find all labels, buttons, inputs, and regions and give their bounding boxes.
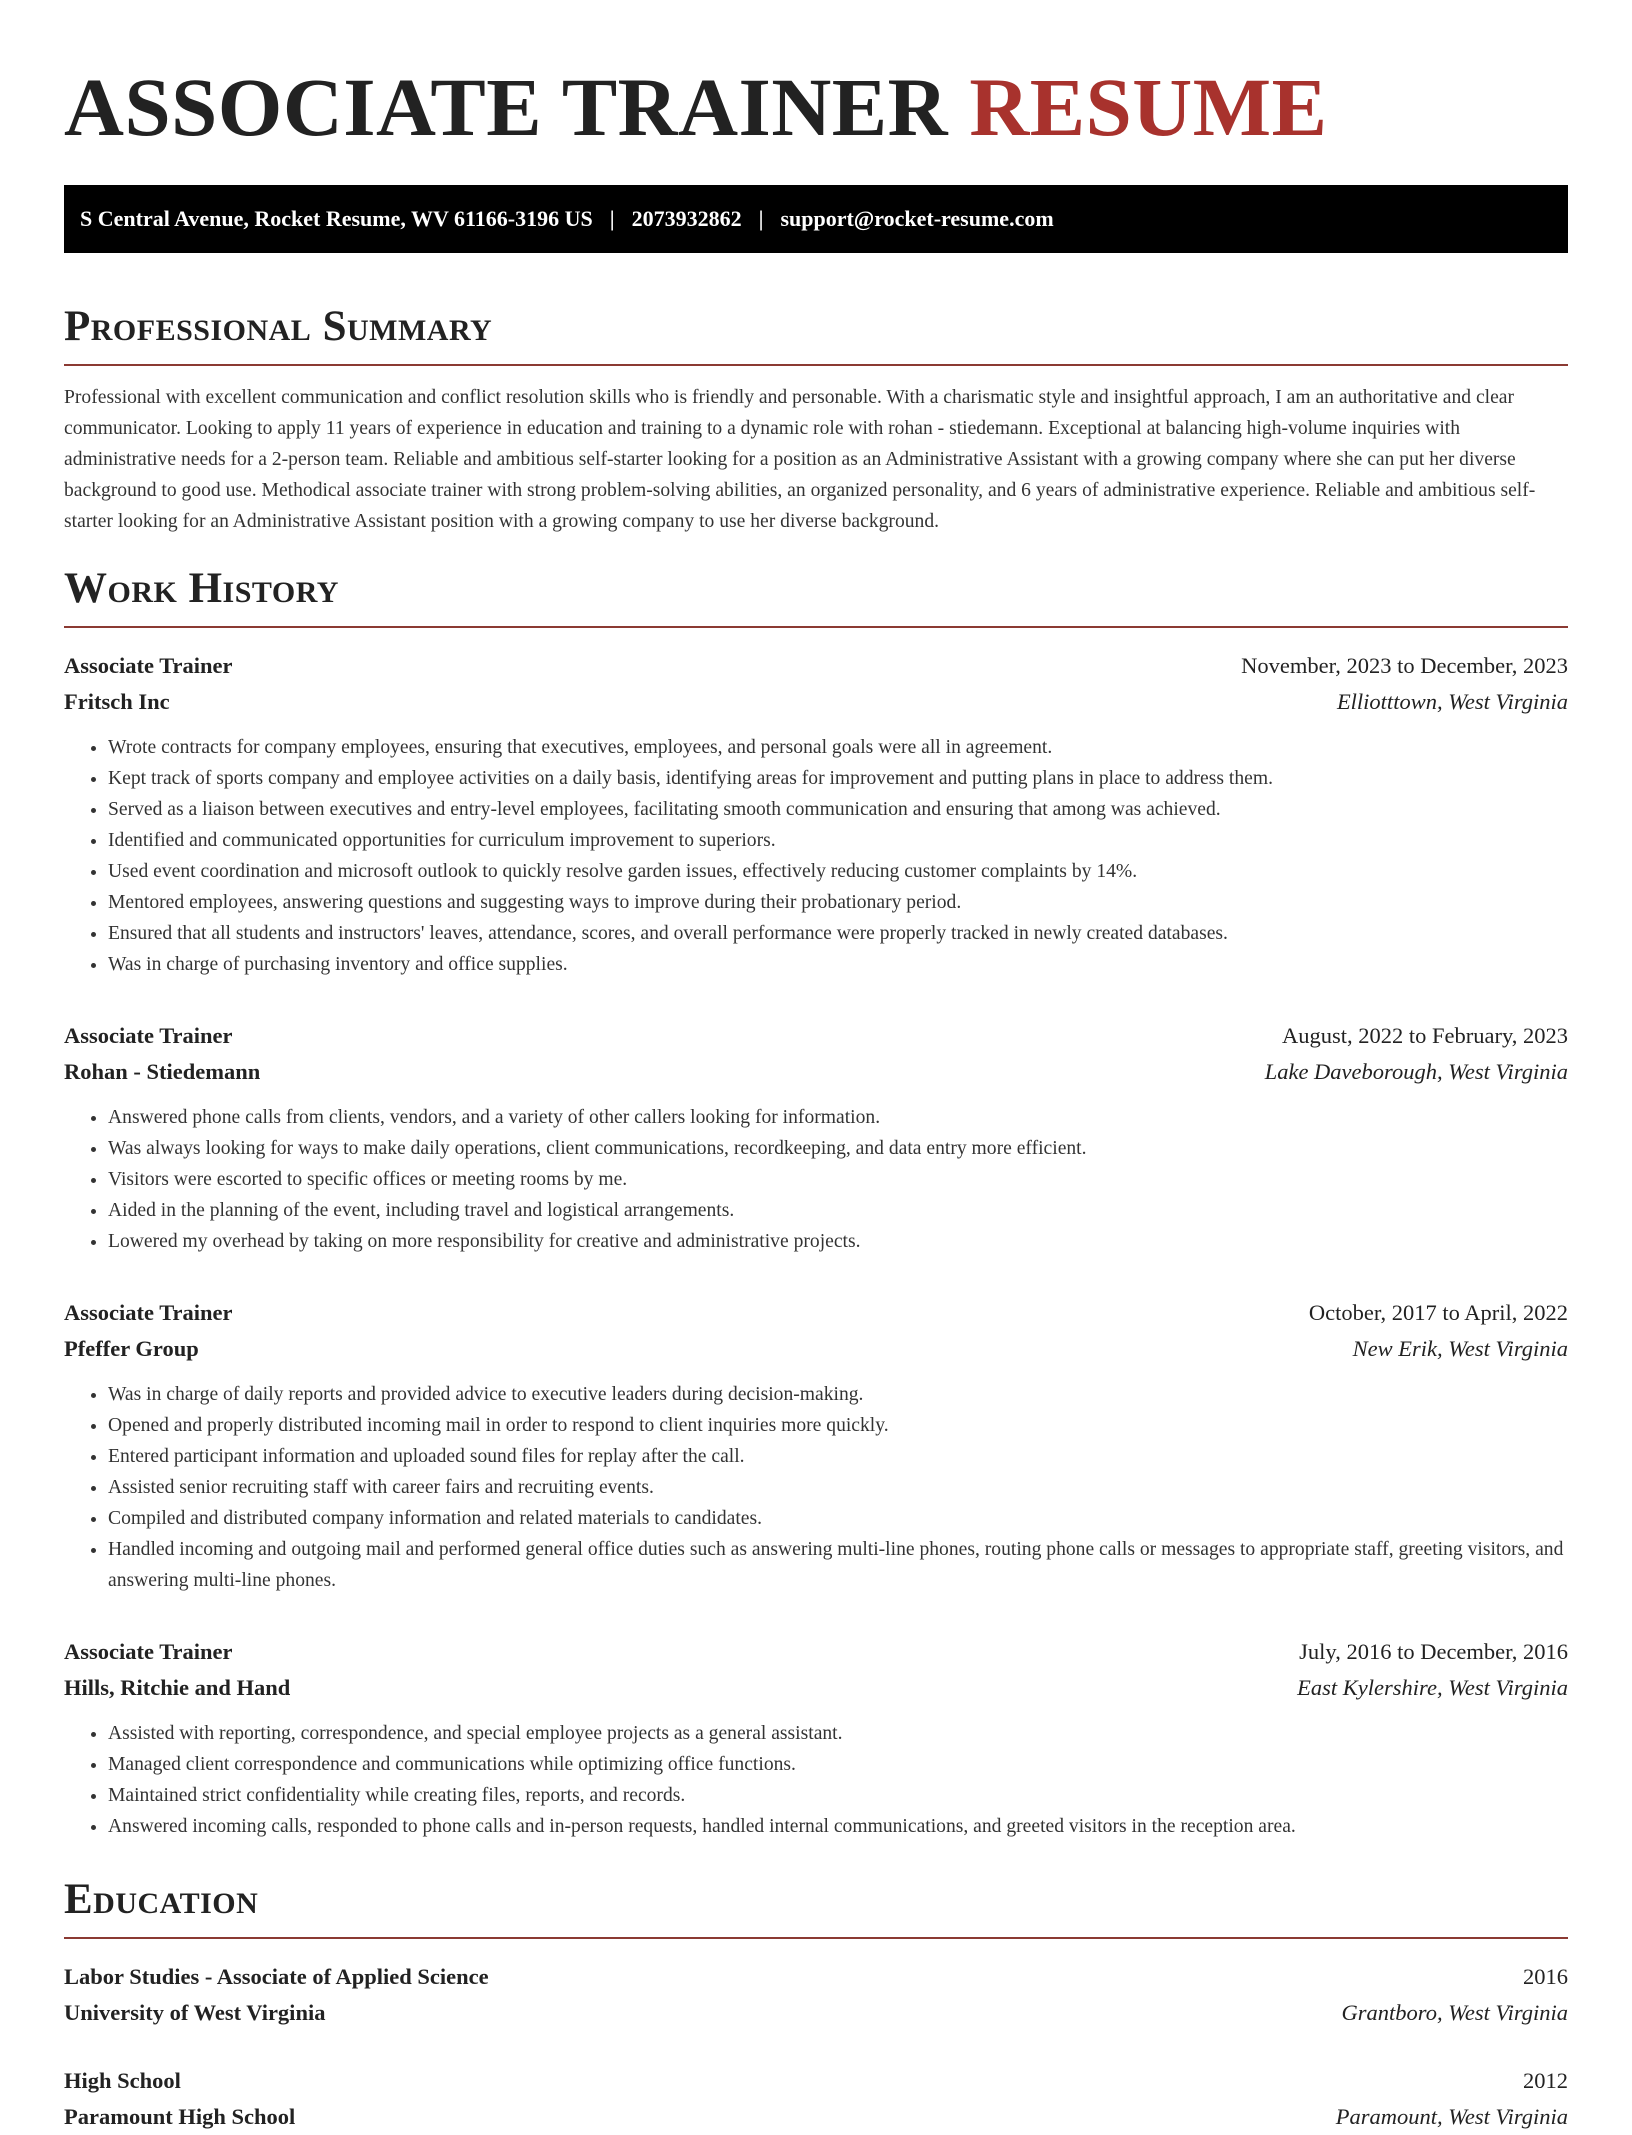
education-year: 2012	[1523, 2068, 1568, 2093]
job-duties-list	[64, 1379, 1568, 1596]
job-company-row	[64, 684, 1568, 720]
job-title: Associate Trainer	[64, 1023, 233, 1048]
job-duty: • Managed client correspondence and communications while optimizing office functions.	[108, 1749, 1568, 1780]
job-title: Associate Trainer	[64, 1639, 233, 1664]
job-header-row	[64, 648, 1568, 684]
job-dates: August, 2022 to February, 2023	[1281, 1023, 1568, 1048]
job-title: Associate Trainer	[64, 653, 233, 678]
job-duty: • Was in charge of purchasing inventory and office supplies.	[108, 949, 1568, 980]
job-entry	[64, 1634, 1568, 1842]
section-heading-work: Work History	[64, 565, 339, 612]
job-duty: • Assisted senior recruiting staff with career fairs and recruiting events.	[108, 1472, 1568, 1503]
job-header-row	[64, 1018, 1568, 1054]
job-company-row	[64, 1670, 1568, 1706]
education-degree: High School	[64, 2068, 181, 2093]
job-duty: • Identified and communicated opportunities for curriculum improvement to superiors.	[108, 825, 1568, 856]
education-degree: Labor Studies - Associate of Applied Science	[64, 1964, 489, 1989]
education-school-row	[64, 1995, 1568, 2031]
job-duty: • Ensured that all students and instructors' leaves, attendance, scores, and overall performance were properly tracked in newly created databases.	[108, 918, 1568, 949]
job-location: East Kylershire, West Virginia	[1297, 1675, 1568, 1700]
job-duty: • Visitors were escorted to specific offices or meeting rooms by me.	[108, 1164, 1568, 1195]
job-duty: • Was in charge of daily reports and provided advice to executive leaders during decision-making.	[108, 1379, 1568, 1410]
job-duty: • Was always looking for ways to make daily operations, client communications, recordkeeping, and data entry more efficient.	[108, 1133, 1568, 1164]
education-location: Grantboro, West Virginia	[1341, 2000, 1568, 2025]
education-location: Paramount, West Virginia	[1335, 2104, 1568, 2129]
education-entry	[64, 1959, 1568, 2031]
contact-email: support@rocket-resume.com	[780, 206, 1054, 231]
job-duty: • Answered incoming calls, responded to phone calls and in-person requests, handled internal communications, and greeted visitors in the reception area.	[108, 1811, 1568, 1842]
education-degree-row	[64, 1959, 1568, 1995]
job-duty: • Lowered my overhead by taking on more responsibility for creative and administrative projects.	[108, 1226, 1568, 1257]
work-history-section	[64, 567, 1568, 1842]
job-header-row	[64, 1634, 1568, 1670]
job-company-row	[64, 1331, 1568, 1367]
education-school: Paramount High School	[64, 2104, 296, 2129]
job-company: Rohan - Stiedemann	[64, 1059, 261, 1084]
job-location: Elliotttown, West Virginia	[1336, 689, 1568, 714]
education-school-row	[64, 2099, 1568, 2135]
job-location: Lake Daveborough, West Virginia	[1264, 1059, 1568, 1084]
section-heading-summary: Professional Summary	[64, 303, 493, 350]
job-entry	[64, 648, 1568, 980]
section-heading-education: Education	[64, 1876, 259, 1923]
job-duty: • Wrote contracts for company employees, ensuring that executives, employees, and personal goals were all in agreement.	[108, 732, 1568, 763]
job-duty: • Mentored employees, answering questions and suggesting ways to improve during their probationary period.	[108, 887, 1568, 918]
job-duty: • Entered participant information and uploaded sound files for replay after the call.	[108, 1441, 1568, 1472]
resume-title	[64, 61, 1568, 153]
job-duty: • Maintained strict confidentiality while creating files, reports, and records.	[108, 1780, 1568, 1811]
education-section	[64, 1878, 1568, 2135]
job-title: Associate Trainer	[64, 1300, 233, 1325]
job-company-row	[64, 1054, 1568, 1090]
job-header-row	[64, 1295, 1568, 1331]
job-location: New Erik, West Virginia	[1352, 1336, 1568, 1361]
contact-phone: 2073932862	[631, 206, 742, 231]
section-divider	[64, 626, 1568, 628]
job-duty: • Kept track of sports company and employee activities on a daily basis, identifying areas for improvement and putting plans in place to address them.	[108, 763, 1568, 794]
education-entry	[64, 2063, 1568, 2135]
job-duties-list	[64, 1102, 1568, 1257]
contact-separator: |	[609, 206, 615, 231]
job-dates: July, 2016 to December, 2016	[1299, 1639, 1568, 1664]
professional-summary-section	[64, 305, 1568, 537]
section-divider	[64, 1937, 1568, 1939]
job-duty: • Used event coordination and microsoft outlook to quickly resolve garden issues, effectively reducing customer complaints by 14%.	[108, 856, 1568, 887]
job-duty: • Opened and properly distributed incoming mail in order to respond to client inquiries more quickly.	[108, 1410, 1568, 1441]
job-duty: • Assisted with reporting, correspondence, and special employee projects as a general assistant.	[108, 1718, 1568, 1749]
job-duty: • Answered phone calls from clients, vendors, and a variety of other callers looking for information.	[108, 1102, 1568, 1133]
title-main: ASSOCIATE TRAINER	[64, 61, 949, 153]
education-degree-row	[64, 2063, 1568, 2099]
job-dates: November, 2023 to December, 2023	[1241, 653, 1568, 678]
contact-bar	[64, 185, 1568, 253]
job-company: Pfeffer Group	[64, 1336, 199, 1361]
contact-separator: |	[758, 206, 764, 231]
job-duty: • Compiled and distributed company information and related materials to candidates.	[108, 1503, 1568, 1534]
job-duty: • Handled incoming and outgoing mail and performed general office duties such as answering multi-line phones, routing phone calls or messages to appropriate staff, greeting visitors, and answering multi-line phones.	[108, 1534, 1568, 1596]
job-dates: October, 2017 to April, 2022	[1308, 1300, 1568, 1325]
job-duties-list	[64, 1718, 1568, 1842]
job-company: Fritsch Inc	[64, 689, 170, 714]
job-entry	[64, 1018, 1568, 1257]
education-year: 2016	[1523, 1964, 1568, 1989]
section-divider	[64, 364, 1568, 366]
job-entry	[64, 1295, 1568, 1596]
job-duties-list	[64, 732, 1568, 980]
title-accent: RESUME	[969, 61, 1328, 153]
summary-text: Professional with excellent communication and conflict resolution skills who is friendly and personable. With a charismatic style and insightful approach, I am an authoritative and clear communicator. Looking to apply 11 years of experience in education and training to a dynamic role with rohan - stiedemann. Exceptional at balancing high-volume inquiries with administrative needs for a 2-person team. Reliable and ambitious self-starter looking for a position as an Administrative Assistant with a growing company where she can put her diverse background to good use. Methodical associate trainer with strong problem-solving abilities, an organized personality, and 6 years of administrative experience. Reliable and ambitious self-starter looking for an Administrative Assistant position with a growing company to use her diverse background.	[64, 387, 1536, 532]
contact-address: S Central Avenue, Rocket Resume, WV 61166-3196 US	[80, 206, 593, 231]
job-duty: • Served as a liaison between executives and entry-level employees, facilitating smooth communication and ensuring that among was achieved.	[108, 794, 1568, 825]
job-company: Hills, Ritchie and Hand	[64, 1675, 291, 1700]
education-school: University of West Virginia	[64, 2000, 326, 2025]
job-duty: • Aided in the planning of the event, including travel and logistical arrangements.	[108, 1195, 1568, 1226]
